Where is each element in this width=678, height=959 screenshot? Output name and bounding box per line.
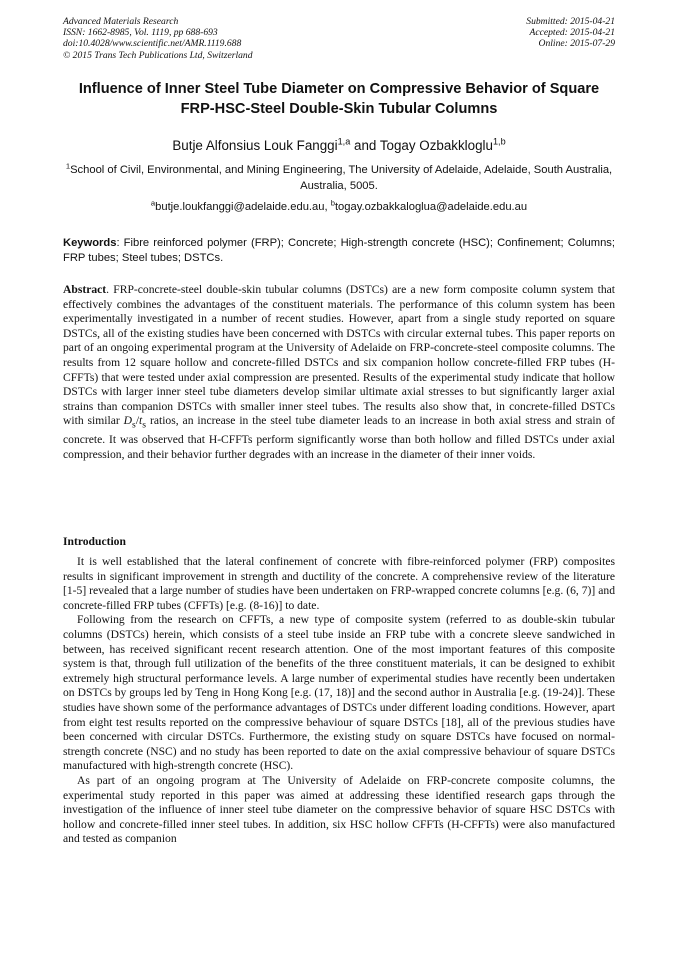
keywords <box>63 236 615 265</box>
section-heading: Introduction <box>63 535 126 548</box>
doi-line: doi:10.4028/www.scientific.net/AMR.1119.688 <box>63 38 242 50</box>
affiliation-text: School of Civil, Environmental, and Mining Engineering, The University of Adelaide, Adelaide, South Australia, Australia, 5005. <box>70 164 613 192</box>
body-paragraph: It is well established that the lateral confinement of concrete with fibre-reinforced polymer (FRP) composites results in significant improvement in strength and ductility of the concrete. A comprehensive review of the literature [1-5] revealed that a large number of studies have been undertaken on FRP-wrapped concrete columns [e.g. (6, 7)] and concrete-filled FRP tubes (CFFTs) [e.g. (8-16)] to date. <box>63 555 615 612</box>
body-paragraph: Following from the research on CFFTs, a new type of composite system (referred to as double-skin tubular columns (DSTCs) herein, which consists of a steel tube inside an FRP tube with a concrete sleeve sandwiched in between, has received significant recent research attention. One of the most important features of this composite system is that, through full utilization of the benefits of the three constituent materials, it can be designed to exhibit extremely high structural performance levels. A large number of experimental studies have recently been undertaken on DSTCs by groups led by Teng in Hong Kong [e.g. (17, 18)] and the second author in Australia [e.g. (19-24)]. These studies have shown some of the performance advantages of DSTCs under different loading conditions. However, apart from eight test results reported on the compressive behaviour of square DSTCs [18], all of the previous studies have been concerned with circular DSTCs. Furthermore, the existing study on square DSTCs have focused on normal-strength concrete (NSC) and no study has been reported to date on the axial compressive behaviour of square DSTCs manufactured with high-strength concrete (HSC). <box>63 613 615 773</box>
submitted-date: Submitted: 2015-04-21 <box>526 16 615 27</box>
abstract-subscript: s <box>142 419 147 431</box>
author-name: Togay Ozbakkloglu <box>379 138 493 153</box>
introduction-body <box>63 555 615 847</box>
abstract-label: Abstract <box>63 283 107 296</box>
abstract <box>63 283 615 462</box>
online-date: Online: 2015-07-29 <box>538 38 615 50</box>
author-affil-sup: 1,b <box>492 136 506 147</box>
abstract-symbol: D <box>123 414 133 428</box>
abstract-text: . FRP-concrete-steel double-skin tubular columns (DSTCs) are a new form composite column system that effectively combines the advantages of the constituent materials. The performance of this column system has been experimentally investigated in a number of recent studies. However, apart from a single study reported on square DSTCs, all of the existing studies have been concerned with DSTCs with circular external tubes. This paper reports on part of an ongoing experimental program at the University of Adelaide on FRP-concrete-steel composite columns. The results from 12 square hollow and concrete-filled DSTCs and six companion hollow concrete-filled FRP tubes (H-CFFTs) that were tested under axial compression are presented. Results of the experimental study indicate that hollow DSTCs with larger inner steel tube diameters develop similar ultimate axial stresses to but significantly larger axial strains than companion DSTCs with smaller inner steel tubes. The results also show that, in concrete-filled DSTCs with similar <box>63 283 615 428</box>
paper-title: Influence of Inner Steel Tube Diameter on Compressive Behavior of Square FRP-HSC-Steel Double-Skin Tubular Columns <box>78 81 600 117</box>
journal-header-left <box>63 16 383 61</box>
email-line <box>63 200 615 214</box>
abstract-text: ratios, an increase in the steel tube diameter leads to an increase in both axial stress and strain of concrete. It was observed that H-CFFTs perform significantly worse than both hollow and filled DSTCs under axial compression, and their behavior further degrades with an increase in the diameter of their inner voids. <box>63 414 615 461</box>
author-conjunction: and <box>350 138 380 153</box>
journal-header-right <box>395 16 615 50</box>
copyright-line: © 2015 Trans Tech Publications Ltd, Switzerland <box>63 49 253 61</box>
affiliation-sup: 1 <box>65 161 71 171</box>
author-name: Butje Alfonsius Louk Fanggi <box>172 138 338 153</box>
issn-line: ISSN: 1662-8985, Vol. 1119, pp 688-693 <box>63 27 218 39</box>
accepted-date: Accepted: 2015-04-21 <box>529 27 615 39</box>
author-list <box>63 137 615 154</box>
author-affil-sup: 1,a <box>337 136 351 147</box>
email-address[interactable]: togay.ozbakkaloglua@adelaide.edu.au <box>334 201 528 213</box>
journal-name: Advanced Materials Research <box>63 16 179 27</box>
email-address[interactable]: butje.loukfanggi@adelaide.edu.au, <box>155 201 331 213</box>
body-paragraph: As part of an ongoing program at The University of Adelaide on FRP-concrete composite columns, the experimental study reported in this paper was aimed at addressing these identified research gaps through the investigation of the influence of inner steel tube diameter on the compressive behavior of square HSC DSTCs with hollow and concrete-filled inner steel tubes. In addition, six HSC hollow CFFTs (H-CFFTs) were also manufactured and tested as companion <box>63 773 615 846</box>
keywords-text: : Fibre reinforced polymer (FRP); Concrete; High-strength concrete (HSC); Confinement; Columns; FRP tubes; Steel tubes; DSTCs. <box>63 237 615 264</box>
abstract-subscript: s <box>132 419 136 431</box>
keywords-label: Keywords <box>63 237 117 249</box>
abstract-symbol: / <box>135 414 140 428</box>
email-sup: a <box>150 198 156 208</box>
abstract-symbol: t <box>139 414 143 428</box>
email-sup: b <box>330 198 335 208</box>
affiliation <box>63 163 615 194</box>
